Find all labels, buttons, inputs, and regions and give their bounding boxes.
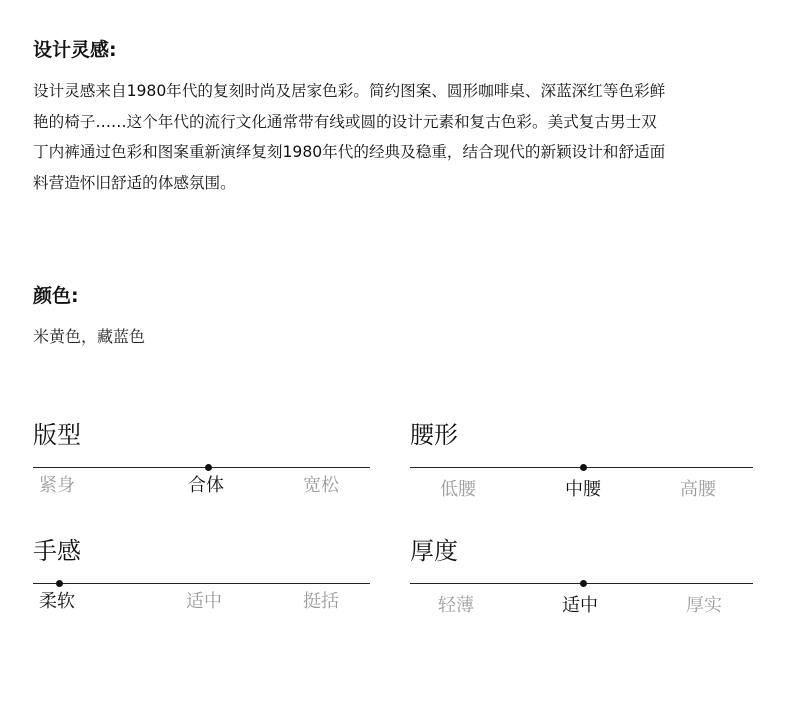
thickness-option-thin: 轻薄: [438, 595, 474, 616]
fit-scale-title: 版型: [33, 421, 81, 449]
feel-scale: [33, 539, 370, 624]
color-title: 颜色:: [33, 285, 79, 307]
design-inspiration-line: 料营造怀旧舒适的体感氛围。: [33, 173, 236, 192]
fit-option-regular: 合体: [188, 475, 224, 496]
color-value: 米黄色，藏蓝色: [33, 327, 146, 346]
waist-scale: [410, 423, 753, 508]
design-inspiration-line: 丁内裤通过色彩和图案重新演绎复刻1980年代的经典及稳重，结合现代的新颖设计和舒适面: [33, 143, 666, 161]
design-inspiration-line: 设计灵感来自1980年代的复刻时尚及居家色彩。简约图案、圆形咖啡桌、深蓝深红等色彩鲜: [33, 82, 666, 100]
design-inspiration-text: [33, 76, 758, 198]
feel-option-medium: 适中: [186, 591, 222, 612]
feel-scale-line: [33, 583, 370, 584]
thickness-option-thick: 厚实: [686, 595, 722, 616]
design-inspiration-title: 设计灵感:: [33, 39, 117, 61]
feel-option-soft: 柔软: [39, 591, 75, 612]
thickness-option-medium: 适中: [562, 595, 598, 616]
waist-option-mid: 中腰: [565, 479, 601, 500]
fit-scale-line: [33, 467, 370, 468]
waist-option-high: 高腰: [680, 479, 716, 500]
fit-scale: [33, 423, 370, 508]
thickness-scale-marker: [580, 580, 587, 587]
waist-scale-marker: [580, 464, 587, 471]
fit-option-tight: 紧身: [39, 475, 75, 496]
feel-scale-marker: [56, 580, 63, 587]
thickness-scale-title: 厚度: [410, 537, 458, 565]
fit-scale-marker: [205, 464, 212, 471]
fit-option-loose: 宽松: [303, 475, 339, 496]
feel-option-stiff: 挺括: [303, 591, 339, 612]
thickness-scale: [410, 539, 753, 624]
design-inspiration-line: 艳的椅子……这个年代的流行文化通常带有线或圆的设计元素和复古色彩。美式复古男士双: [33, 112, 657, 131]
waist-scale-title: 腰形: [410, 421, 458, 449]
feel-scale-title: 手感: [33, 537, 81, 565]
waist-option-low: 低腰: [440, 479, 476, 500]
